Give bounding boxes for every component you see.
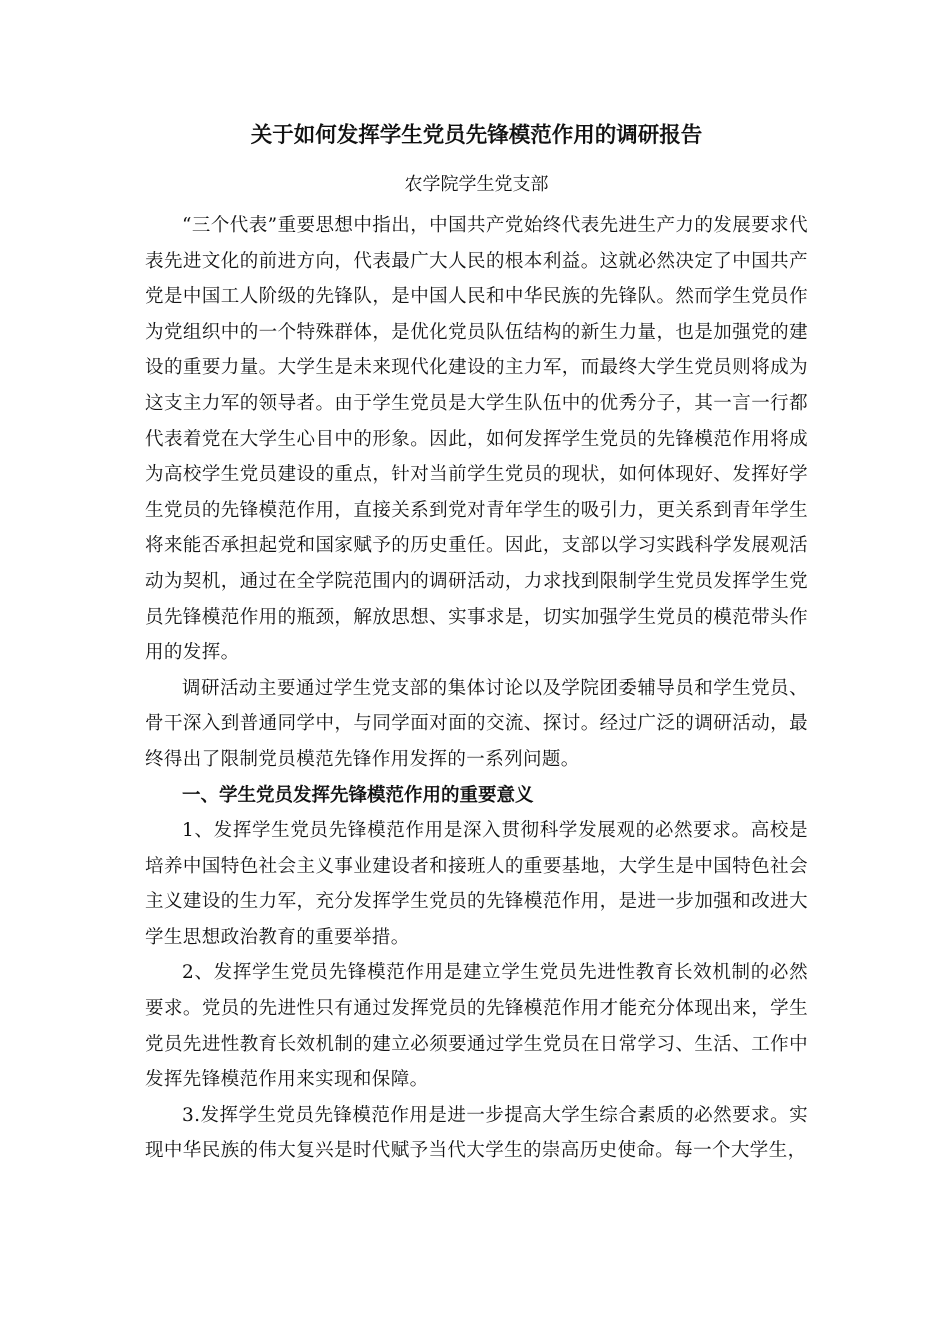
document-page [145, 118, 808, 1169]
point-paragraph-2: 2、发挥学生党员先锋模范作用是建立学生党员先进性教育长效机制的必然要求。党员的先进性只有通过发挥党员的先锋模范作用才能充分体现出来，学生党员先进性教育长效机制的建立必须要通过学生党员在日常学习、生活、工作中发挥先锋模范作用来实现和保障。 [145, 962, 808, 1091]
section-heading: 一、学生党员发挥先锋模范作用的重要意义 [182, 784, 534, 806]
point-paragraph-3: 3.发挥学生党员先锋模范作用是进一步提高大学生综合素质的必然要求。实现中华民族的伟大复兴是时代赋予当代大学生的崇高历史使命。每一个大学生， [145, 1104, 808, 1162]
point-paragraph-1: 1、发挥学生党员先锋模范作用是深入贯彻科学发展观的必然要求。高校是培养中国特色社会主义事业建设者和接班人的重要基地，大学生是中国特色社会主义建设的生力军，充分发挥学生党员的先锋模范作用，是进一步加强和改进大学生思想政治教育的重要举措。 [145, 820, 808, 948]
document-title: 关于如何发挥学生党员先锋模范作用的调研报告 [250, 123, 703, 148]
method-paragraph: 调研活动主要通过学生党支部的集体讨论以及学院团委辅导员和学生党员、骨干深入到普通同学中，与同学面对面的交流、探讨。经过广泛的调研活动，最终得出了限制党员模范先锋作用发挥的一系列问题。 [145, 677, 808, 770]
intro-paragraph: “三个代表”重要思想中指出，中国共产党始终代表先进生产力的发展要求代表先进文化的前进方向，代表最广大人民的根本利益。这就必然决定了中国共产党是中国工人阶级的先锋队，是中国人民和中华民族的先锋队。然而学生党员作为党组织中的一个特殊群体，是优化党员队伍结构的新生力量，也是加强党的建设的重要力量。大学生是未来现代化建设的主力军，而最终大学生党员则将成为这支主力军的领导者。由于学生党员是大学生队伍中的优秀分子，其一言一行都代表着党在大学生心目中的形象。因此，如何发挥学生党员的先锋模范作用将成为高校学生党员建设的重点，针对当前学生党员的现状，如何体现好、发挥好学生党员的先锋模范作用，直接关系到党对青年学生的吸引力，更关系到青年学生将来能否承担起党和国家赋予的历史重任。因此，支部以学习实践科学发展观活动为契机，通过在全学院范围内的调研活动，力求找到限制学生党员发挥学生党员先锋模范作用的瓶颈，解放思想、实事求是，切实加强学生党员的模范带头作用的发挥。 [145, 215, 808, 664]
document-author: 农学院学生党支部 [404, 174, 549, 195]
